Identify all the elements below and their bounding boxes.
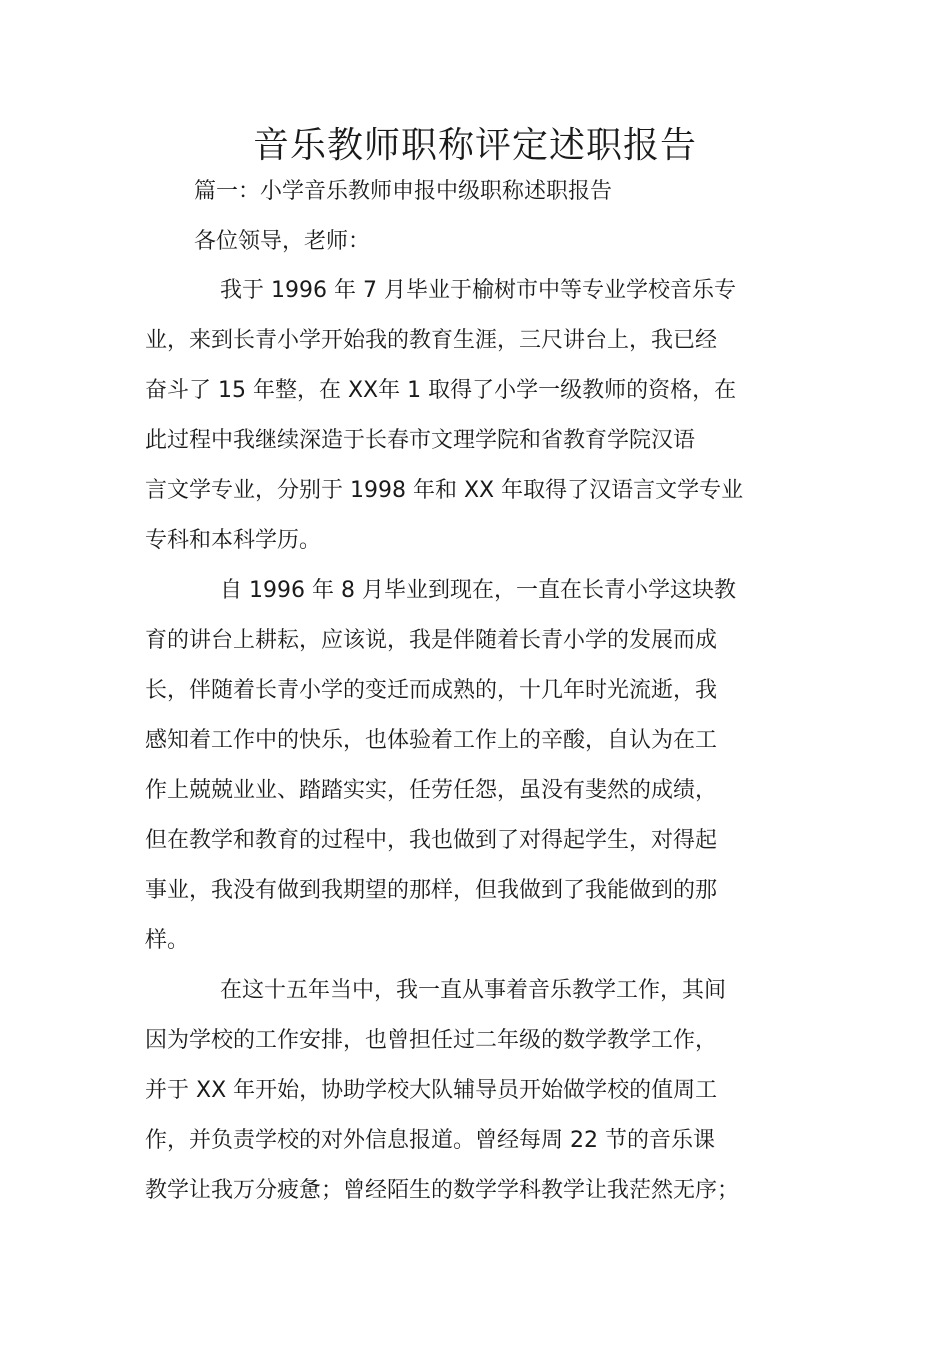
paragraph-line: 此过程中我继续深造于长春市文理学院和省教育学院汉语	[145, 428, 696, 453]
paragraph-line: 奋斗了 15 年整，在 XX年 1 取得了小学一级教师的资格，在	[145, 378, 737, 403]
paragraph-line: 感知着工作中的快乐，也体验着工作上的辛酸，自认为在工	[145, 728, 718, 753]
paragraph-line: 因为学校的工作安排，也曾担任过二年级的数学教学工作，	[145, 1028, 718, 1053]
paragraph-line: 自 1996 年 8 月毕业到现在，一直在长青小学这块教	[220, 578, 736, 603]
paragraph-line: 但在教学和教育的过程中，我也做到了对得起学生，对得起	[145, 828, 718, 853]
paragraph-line: 专科和本科学历。	[145, 528, 322, 553]
document-subtitle: 篇一：小学音乐教师申报中级职称述职报告	[194, 179, 613, 204]
paragraph-line: 并于 XX 年开始，协助学校大队辅导员开始做学校的值周工	[145, 1078, 718, 1103]
paragraph-line: 言文学专业，分别于 1998 年和 XX 年取得了汉语言文学专业	[145, 478, 744, 503]
paragraph-line: 作上兢兢业业、踏踏实实，任劳任怨，虽没有斐然的成绩，	[145, 778, 718, 803]
paragraph-line: 事业，我没有做到我期望的那样，但我做到了我能做到的那	[145, 878, 718, 903]
paragraph-line: 作，并负责学校的对外信息报道。曾经每周 22 节的音乐课	[145, 1128, 715, 1153]
paragraph-line: 样。	[145, 928, 190, 953]
paragraph-line: 业，来到长青小学开始我的教育生涯，三尺讲台上，我已经	[145, 328, 718, 353]
paragraph-line: 长，伴随着长青小学的变迁而成熟的，十几年时光流逝，我	[145, 678, 718, 703]
salutation: 各位领导，老师：	[194, 229, 371, 254]
paragraph-line: 育的讲台上耕耘，应该说，我是伴随着长青小学的发展而成	[145, 628, 718, 653]
document-title: 音乐教师职称评定述职报告	[252, 125, 697, 166]
paragraph-line: 在这十五年当中，我一直从事着音乐教学工作，其间	[220, 978, 727, 1003]
paragraph-line: 我于 1996 年 7 月毕业于榆树市中等专业学校音乐专	[220, 278, 736, 303]
paragraph-line: 教学让我万分疲惫；曾经陌生的数学学科教学让我茫然无序；	[145, 1178, 740, 1203]
